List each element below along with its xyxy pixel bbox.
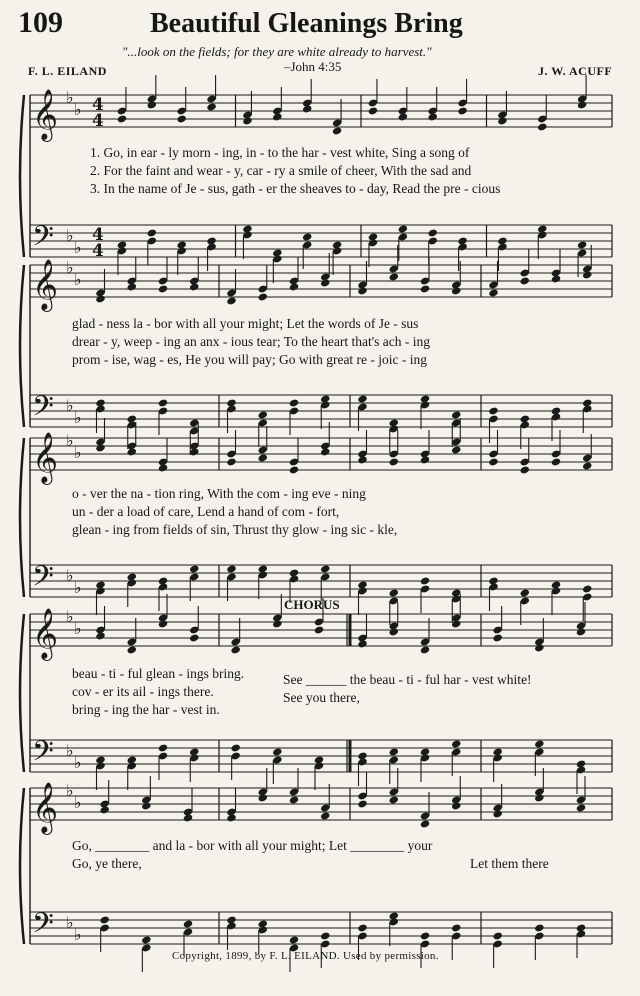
flat-icon: ♭ bbox=[74, 238, 82, 257]
lyric-line: Go, ________ and la - bor with all your might; Let ________ your bbox=[72, 838, 433, 853]
lyric-line: beau - ti - ful glean - ings bring. bbox=[72, 666, 245, 681]
note-head bbox=[99, 915, 109, 924]
note-head bbox=[189, 633, 199, 642]
note-head bbox=[389, 627, 399, 636]
note-head bbox=[230, 645, 240, 654]
note-head bbox=[497, 116, 507, 125]
note-head bbox=[534, 923, 544, 932]
note-head bbox=[520, 588, 530, 597]
note-head bbox=[420, 455, 430, 464]
note-head bbox=[95, 631, 105, 640]
note-head bbox=[534, 739, 544, 748]
note-head bbox=[534, 643, 544, 652]
note-head bbox=[357, 639, 367, 648]
note-head bbox=[99, 805, 109, 814]
note-head bbox=[272, 747, 282, 756]
note-head bbox=[357, 286, 367, 295]
note-head bbox=[492, 931, 502, 940]
note-head bbox=[488, 457, 498, 466]
note-head bbox=[520, 276, 530, 285]
lyric-line: glean - ing from fields of sin, Thrust thy glow - ing sic - kle, bbox=[72, 522, 398, 537]
note-head bbox=[189, 282, 199, 291]
treble-clef-icon: 𝄞 bbox=[32, 782, 59, 833]
note-head bbox=[420, 645, 430, 654]
flat-icon: ♭ bbox=[74, 925, 82, 944]
note-head bbox=[389, 795, 399, 804]
note-head bbox=[357, 799, 367, 808]
lyric-line: Let them there bbox=[470, 856, 549, 871]
note-head bbox=[357, 394, 367, 403]
note-head bbox=[206, 102, 216, 111]
note-head bbox=[420, 931, 430, 940]
note-head bbox=[368, 106, 378, 115]
flat-icon: ♭ bbox=[74, 408, 82, 427]
note-head bbox=[492, 809, 502, 818]
flat-icon: ♭ bbox=[74, 619, 82, 638]
lyric-line: un - der a load of care, Lend a hand of com - fort, bbox=[72, 504, 340, 519]
note-head bbox=[320, 931, 330, 940]
lyric-line: bring - ing the har - vest in. bbox=[72, 702, 220, 717]
note-head bbox=[127, 645, 137, 654]
flat-icon: ♭ bbox=[74, 443, 82, 462]
scripture-reference: –John 4:35 bbox=[284, 59, 342, 74]
note-head bbox=[492, 633, 502, 642]
lyric-line: See you there, bbox=[283, 690, 360, 705]
note-head bbox=[420, 284, 430, 293]
treble-clef-icon: 𝄞 bbox=[32, 89, 59, 140]
flat-icon: ♭ bbox=[74, 793, 82, 812]
note-head bbox=[230, 743, 240, 752]
lyric-line: Go, ye there, bbox=[72, 856, 142, 871]
note-head bbox=[389, 747, 399, 756]
brace-icon bbox=[20, 265, 24, 427]
flat-icon: ♭ bbox=[66, 566, 74, 585]
note-head bbox=[488, 288, 498, 297]
lyric-line: 1. Go, in ear - ly morn - ing, in - to the har - vest white, Sing a song of bbox=[90, 145, 470, 160]
flat-icon: ♭ bbox=[74, 270, 82, 289]
note-head bbox=[520, 465, 530, 474]
bass-clef-icon: 𝄢 bbox=[32, 907, 54, 947]
scripture-quote: "...look on the fields; for they are white already to harvest." bbox=[122, 44, 432, 59]
flat-icon: ♭ bbox=[66, 226, 74, 245]
flat-icon: ♭ bbox=[74, 578, 82, 597]
note-head bbox=[189, 564, 199, 573]
note-head bbox=[289, 282, 299, 291]
lyric-line: drear - y, weep - ing an anx - ious tear; To the heart that's ach - ing bbox=[72, 334, 430, 349]
note-head bbox=[537, 122, 547, 131]
note-head bbox=[117, 114, 127, 123]
treble-clef-icon: 𝄞 bbox=[32, 608, 59, 659]
flat-icon: ♭ bbox=[66, 741, 74, 760]
note-head bbox=[582, 461, 592, 470]
lyricist-credit: F. L. EILAND bbox=[28, 64, 107, 78]
note-head bbox=[320, 564, 330, 573]
composer-credit: J. W. ACUFF bbox=[538, 64, 613, 78]
note-head bbox=[158, 463, 168, 472]
note-head bbox=[551, 457, 561, 466]
note-head bbox=[289, 935, 299, 944]
note-head bbox=[357, 923, 367, 932]
note-head bbox=[551, 274, 561, 283]
note-head bbox=[176, 114, 186, 123]
note-head bbox=[158, 743, 168, 752]
note-head bbox=[320, 447, 330, 456]
note-head bbox=[226, 564, 236, 573]
flat-icon: ♭ bbox=[66, 607, 74, 626]
note-head bbox=[314, 625, 324, 634]
note-head bbox=[576, 627, 586, 636]
note-head bbox=[289, 465, 299, 474]
note-head bbox=[451, 286, 461, 295]
flat-icon: ♭ bbox=[66, 258, 74, 277]
flat-icon: ♭ bbox=[66, 913, 74, 932]
chorus-label: CHORUS bbox=[284, 597, 340, 612]
brace-icon bbox=[20, 95, 24, 257]
flat-icon: ♭ bbox=[74, 100, 82, 119]
time-signature-bottom: 4 bbox=[92, 241, 104, 261]
note-head bbox=[398, 112, 408, 121]
note-head bbox=[258, 292, 268, 301]
lyric-line: prom - ise, wag - es, He you will pay; Go with great re - joic - ing bbox=[72, 352, 428, 367]
time-signature-top: 4 bbox=[92, 95, 104, 115]
note-head bbox=[398, 224, 408, 233]
note-head bbox=[226, 457, 236, 466]
note-head bbox=[427, 112, 437, 121]
note-head bbox=[534, 793, 544, 802]
note-head bbox=[158, 619, 168, 628]
note-head bbox=[258, 453, 268, 462]
note-head bbox=[258, 793, 268, 802]
treble-clef-icon: 𝄞 bbox=[32, 259, 59, 310]
lyric-line: glad - ness la - bor with all your might; Let the words of Je - sus bbox=[72, 316, 419, 331]
bass-clef-icon: 𝄢 bbox=[32, 735, 54, 775]
note-head bbox=[127, 282, 137, 291]
lyric-line: cov - er its ail - ings there. bbox=[72, 684, 214, 699]
note-head bbox=[332, 126, 342, 135]
note-head bbox=[451, 801, 461, 810]
note-head bbox=[147, 228, 157, 237]
note-head bbox=[183, 813, 193, 822]
note-head bbox=[582, 270, 592, 279]
brace-icon bbox=[20, 788, 24, 944]
hymn-number: 109 bbox=[18, 6, 63, 39]
note-head bbox=[457, 106, 467, 115]
hymn-title: Beautiful Gleanings Bring bbox=[150, 8, 463, 39]
note-head bbox=[576, 803, 586, 812]
lyric-line: 3. In the name of Je - sus, gath - er the sheaves to - day, Read the pre - cious bbox=[90, 181, 501, 196]
note-head bbox=[158, 398, 168, 407]
note-head bbox=[302, 104, 312, 113]
note-head bbox=[95, 443, 105, 452]
note-head bbox=[147, 100, 157, 109]
note-head bbox=[389, 272, 399, 281]
flat-icon: ♭ bbox=[66, 431, 74, 450]
note-head bbox=[272, 619, 282, 628]
note-head bbox=[226, 813, 236, 822]
copyright-notice: Copyright, 1899, by F. L. EILAND. Used by permission. bbox=[172, 950, 439, 962]
note-head bbox=[258, 410, 268, 419]
note-head bbox=[95, 294, 105, 303]
note-head bbox=[389, 457, 399, 466]
note-head bbox=[141, 801, 151, 810]
note-head bbox=[226, 296, 236, 305]
flat-icon: ♭ bbox=[74, 753, 82, 772]
note-head bbox=[272, 112, 282, 121]
bass-clef-icon: 𝄢 bbox=[32, 560, 54, 600]
note-head bbox=[577, 100, 587, 109]
note-head bbox=[242, 116, 252, 125]
note-head bbox=[427, 228, 437, 237]
note-head bbox=[582, 584, 592, 593]
note-head bbox=[451, 923, 461, 932]
note-head bbox=[420, 819, 430, 828]
flat-icon: ♭ bbox=[66, 781, 74, 800]
note-head bbox=[158, 284, 168, 293]
note-head bbox=[183, 919, 193, 928]
note-head bbox=[141, 935, 151, 944]
note-head bbox=[577, 240, 587, 249]
note-head bbox=[289, 398, 299, 407]
note-head bbox=[389, 588, 399, 597]
note-head bbox=[320, 278, 330, 287]
flat-icon: ♭ bbox=[66, 88, 74, 107]
brace-icon bbox=[20, 438, 24, 597]
lyric-line: 2. For the faint and wear - y, car - ry a smile of cheer, With the sad and bbox=[90, 163, 472, 178]
bass-clef-icon: 𝄢 bbox=[32, 220, 54, 260]
note-head bbox=[488, 406, 498, 415]
note-head bbox=[451, 739, 461, 748]
treble-clef-icon: 𝄞 bbox=[32, 432, 59, 483]
note-head bbox=[289, 795, 299, 804]
time-signature-bottom: 4 bbox=[92, 111, 104, 131]
note-head bbox=[420, 576, 430, 585]
time-signature-top: 4 bbox=[92, 225, 104, 245]
note-head bbox=[357, 455, 367, 464]
lyric-line: See ______ the beau - ti - ful har - vest white! bbox=[283, 672, 532, 687]
flat-icon: ♭ bbox=[66, 396, 74, 415]
note-head bbox=[302, 232, 312, 241]
bass-clef-icon: 𝄢 bbox=[32, 390, 54, 430]
note-head bbox=[320, 811, 330, 820]
brace-icon bbox=[20, 614, 24, 772]
lyric-line: o - ver the na - tion ring, With the com - ing eve - ning bbox=[72, 486, 366, 501]
